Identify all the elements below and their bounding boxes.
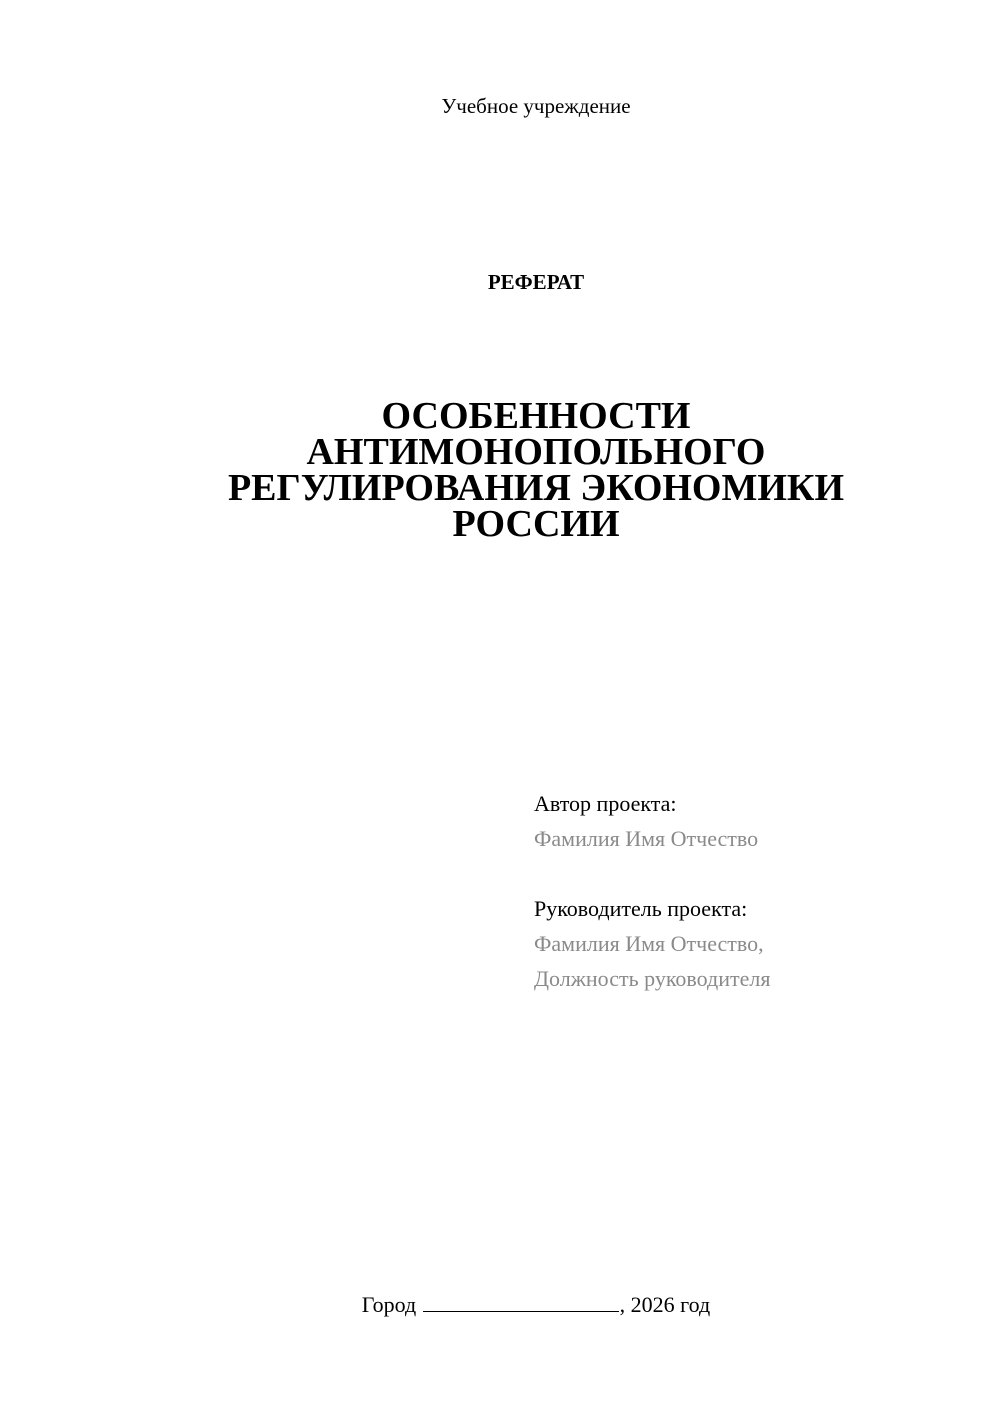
- author-name: Фамилия Имя Отчество: [534, 826, 759, 851]
- supervisor-label: Руководитель проекта:: [534, 896, 748, 921]
- institution-name: Учебное учреждение: [441, 94, 631, 118]
- year-text: , 2026 год: [619, 1292, 711, 1317]
- city-label: Город: [361, 1292, 417, 1317]
- supervisor-name: Фамилия Имя Отчество,: [534, 931, 764, 956]
- city-year-line: [0, 1290, 1000, 1320]
- author-block: [534, 786, 758, 856]
- city-blank-line: [423, 1291, 619, 1312]
- document-type: РЕФЕРАТ: [487, 270, 585, 294]
- title-line: АНТИМОНОПОЛЬНОГО: [306, 431, 766, 473]
- title-line: ОСОБЕННОСТИ: [381, 395, 691, 437]
- title-line: РОССИИ: [452, 503, 620, 545]
- supervisor-position: Должность руководителя: [534, 966, 771, 991]
- author-label: Автор проекта:: [534, 791, 677, 816]
- title-line: РЕГУЛИРОВАНИЯ ЭКОНОМИКИ: [227, 467, 845, 509]
- document-title: [0, 395, 1000, 545]
- supervisor-block: [534, 891, 770, 996]
